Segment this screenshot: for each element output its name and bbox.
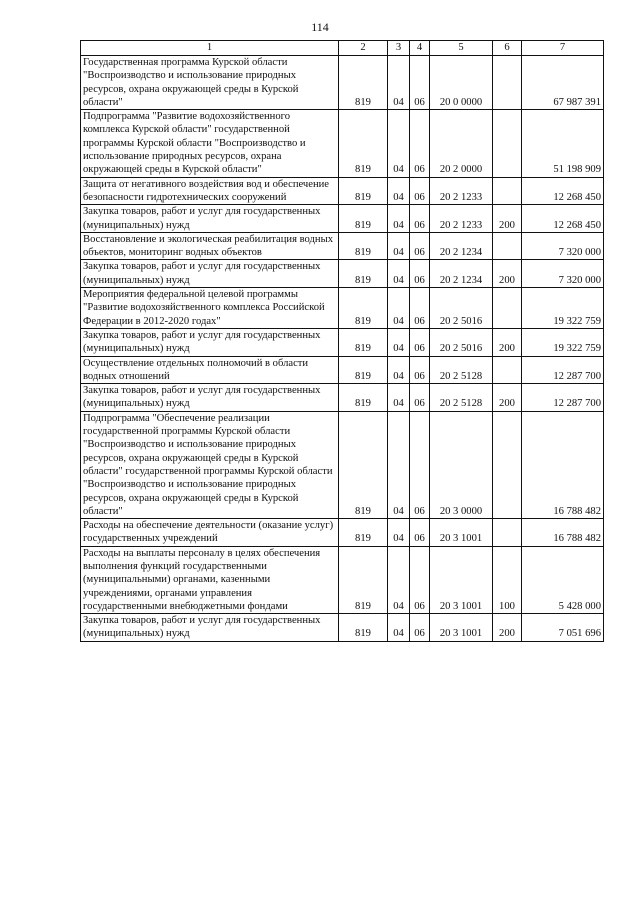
row-code-5: 20 3 0000: [430, 411, 493, 518]
row-code-4: 06: [410, 411, 430, 518]
header-cell-3: 3: [388, 41, 410, 56]
row-code-6: 200: [493, 205, 522, 233]
row-name: Закупка товаров, работ и услуг для государственных (муниципальных) нужд: [81, 328, 339, 356]
table-row: [81, 232, 604, 260]
table-row: [81, 260, 604, 288]
row-amount: 16 788 482: [522, 411, 604, 518]
row-code-2: 819: [339, 328, 388, 356]
row-code-4: 06: [410, 110, 430, 177]
row-code-4: 06: [410, 177, 430, 205]
row-code-5: 20 3 1001: [430, 546, 493, 613]
row-code-2: 819: [339, 356, 388, 384]
row-code-6: [493, 232, 522, 260]
row-code-4: 06: [410, 614, 430, 642]
row-amount: 12 268 450: [522, 205, 604, 233]
row-name: Защита от негативного воздействия вод и обеспечение безопасности гидротехнических сооружений: [81, 177, 339, 205]
row-code-2: 819: [339, 614, 388, 642]
row-code-4: 06: [410, 288, 430, 329]
table-row: [81, 110, 604, 177]
row-code-2: 819: [339, 411, 388, 518]
row-name: Государственная программа Курской области "Воспроизводство и использование природных ресурсов, охрана окружающей среды в Курской области": [81, 56, 339, 110]
row-amount: 12 287 700: [522, 384, 604, 412]
row-code-4: 06: [410, 356, 430, 384]
header-cell-2: 2: [339, 41, 388, 56]
row-code-6: [493, 519, 522, 547]
header-cell-5: 5: [430, 41, 493, 56]
row-name: Подпрограмма "Развитие водохозяйственного комплекса Курской области" государственной программы Курской области "Воспроизводство и использование природных ресурсов, охрана окружающей среды в Курской области": [81, 110, 339, 177]
row-amount: 16 788 482: [522, 519, 604, 547]
row-code-6: [493, 177, 522, 205]
row-name: Осуществление отдельных полномочий в области водных отношений: [81, 356, 339, 384]
page-number: 114: [311, 20, 329, 34]
row-code-3: 04: [388, 356, 410, 384]
row-amount: 19 322 759: [522, 328, 604, 356]
row-code-3: 04: [388, 260, 410, 288]
row-code-5: 20 2 5016: [430, 288, 493, 329]
table-row: [81, 614, 604, 642]
table-row: [81, 328, 604, 356]
row-code-5: 20 2 5128: [430, 384, 493, 412]
row-code-2: 819: [339, 205, 388, 233]
row-name: Восстановление и экологическая реабилитация водных объектов, мониторинг водных объектов: [81, 232, 339, 260]
row-code-3: 04: [388, 110, 410, 177]
row-code-4: 06: [410, 232, 430, 260]
row-name: Расходы на выплаты персоналу в целях обеспечения выполнения функций государственными (муниципальными) органами, казенными учреждениями, органами управления государственными внебюджетными фондами: [81, 546, 339, 613]
row-amount: 12 268 450: [522, 177, 604, 205]
row-amount: 7 320 000: [522, 260, 604, 288]
row-amount: 67 987 391: [522, 56, 604, 110]
row-amount: 5 428 000: [522, 546, 604, 613]
row-code-2: 819: [339, 260, 388, 288]
row-amount: 51 198 909: [522, 110, 604, 177]
table-row: [81, 519, 604, 547]
row-code-4: 06: [410, 519, 430, 547]
row-amount: 7 051 696: [522, 614, 604, 642]
header-cell-1: 1: [81, 41, 339, 56]
row-code-5: 20 2 1233: [430, 177, 493, 205]
row-code-3: 04: [388, 328, 410, 356]
header-cell-7: 7: [522, 41, 604, 56]
row-code-3: 04: [388, 384, 410, 412]
row-code-6: [493, 411, 522, 518]
row-code-3: 04: [388, 205, 410, 233]
table-row: [81, 288, 604, 329]
row-code-2: 819: [339, 232, 388, 260]
row-code-3: 04: [388, 614, 410, 642]
table-row: [81, 546, 604, 613]
row-code-2: 819: [339, 177, 388, 205]
row-code-4: 06: [410, 546, 430, 613]
row-code-2: 819: [339, 384, 388, 412]
row-code-3: 04: [388, 177, 410, 205]
row-name: Закупка товаров, работ и услуг для государственных (муниципальных) нужд: [81, 614, 339, 642]
header-cell-4: 4: [410, 41, 430, 56]
row-code-4: 06: [410, 56, 430, 110]
row-code-6: [493, 356, 522, 384]
row-name: Закупка товаров, работ и услуг для государственных (муниципальных) нужд: [81, 205, 339, 233]
row-code-5: 20 2 1234: [430, 260, 493, 288]
row-amount: 12 287 700: [522, 356, 604, 384]
row-code-3: 04: [388, 56, 410, 110]
row-code-6: 200: [493, 614, 522, 642]
row-code-5: 20 0 0000: [430, 56, 493, 110]
row-code-5: 20 2 1233: [430, 205, 493, 233]
row-code-5: 20 3 1001: [430, 614, 493, 642]
row-name: Мероприятия федеральной целевой программы "Развитие водохозяйственного комплекса Российской Федерации в 2012-2020 годах": [81, 288, 339, 329]
row-code-3: 04: [388, 288, 410, 329]
row-name: Подпрограмма "Обеспечение реализации государственной программы Курской области "Воспроизводство и использование природных ресурсов, охрана окружающей среды в Курской области" государственной программы Курской области "Воспроизводство и использование природных ресурсов, охрана окружающей среды в Курской области": [81, 411, 339, 518]
row-code-5: 20 2 0000: [430, 110, 493, 177]
row-code-6: [493, 56, 522, 110]
row-code-6: 100: [493, 546, 522, 613]
row-code-3: 04: [388, 519, 410, 547]
row-code-4: 06: [410, 260, 430, 288]
row-code-3: 04: [388, 546, 410, 613]
row-code-4: 06: [410, 328, 430, 356]
table-header-row: [81, 41, 604, 56]
row-amount: 7 320 000: [522, 232, 604, 260]
table-row: [81, 177, 604, 205]
row-code-3: 04: [388, 232, 410, 260]
row-code-6: 200: [493, 328, 522, 356]
row-code-2: 819: [339, 110, 388, 177]
table-row: [81, 356, 604, 384]
row-code-6: [493, 110, 522, 177]
row-code-5: 20 2 5128: [430, 356, 493, 384]
table-row: [81, 384, 604, 412]
row-code-3: 04: [388, 411, 410, 518]
row-code-6: [493, 288, 522, 329]
row-code-4: 06: [410, 205, 430, 233]
row-code-6: 200: [493, 260, 522, 288]
row-amount: 19 322 759: [522, 288, 604, 329]
row-code-5: 20 3 1001: [430, 519, 493, 547]
budget-table: [80, 40, 604, 642]
row-code-6: 200: [493, 384, 522, 412]
row-code-2: 819: [339, 56, 388, 110]
row-name: Закупка товаров, работ и услуг для государственных (муниципальных) нужд: [81, 384, 339, 412]
header-cell-6: 6: [493, 41, 522, 56]
row-code-2: 819: [339, 288, 388, 329]
row-code-4: 06: [410, 384, 430, 412]
row-code-2: 819: [339, 546, 388, 613]
table-row: [81, 411, 604, 518]
row-code-5: 20 2 1234: [430, 232, 493, 260]
table-row: [81, 56, 604, 110]
table-row: [81, 205, 604, 233]
row-name: Расходы на обеспечение деятельности (оказание услуг) государственных учреждений: [81, 519, 339, 547]
row-code-5: 20 2 5016: [430, 328, 493, 356]
row-code-2: 819: [339, 519, 388, 547]
row-name: Закупка товаров, работ и услуг для государственных (муниципальных) нужд: [81, 260, 339, 288]
